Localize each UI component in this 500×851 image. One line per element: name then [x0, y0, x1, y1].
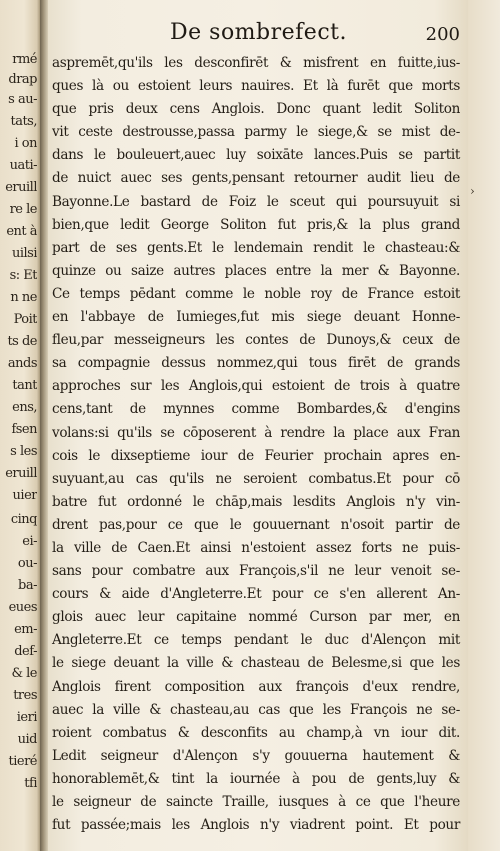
- text-line: drent pas,pour ce que le gouuernant n'osoit partir de: [52, 516, 460, 533]
- facing-fragment: re le: [9, 202, 37, 217]
- text-line: approches sur les Anglois,qui estoient de trois à quatre: [52, 378, 460, 395]
- facing-fragment: ent à: [6, 224, 37, 239]
- facing-fragment: Poit: [13, 312, 37, 327]
- facing-fragment: ieri: [16, 710, 37, 725]
- text-line: volans:si qu'ils se cōposerent à rendre la place aux Fran: [52, 424, 460, 441]
- text-line: le seigneur de saincte Traille, iusques à ce que l'heure: [52, 794, 460, 810]
- text-line: en l'abbaye de Iumieges,fut mis siege deuant Honne-: [52, 309, 460, 326]
- text-line: de nuict auec ses gents,pensant retourner audit lieu de: [52, 170, 460, 187]
- text-line: quinze ou saize autres places entre la mer & Bayonne.: [52, 262, 460, 279]
- body-text: [52, 52, 460, 837]
- facing-fragment: tant: [12, 378, 37, 393]
- facing-fragment: tats,: [10, 114, 37, 129]
- text-line: que pris deux cens Anglois. Donc quant ledit Soliton: [52, 101, 460, 118]
- text-line: sans pour combatre aux François,s'il ne leur venoit se-: [52, 563, 460, 580]
- text-line: le siege deuant la ville & chasteau de Belesme,si que les: [52, 655, 460, 672]
- facing-fragment: tieré: [8, 754, 37, 769]
- facing-fragment: i on: [14, 136, 37, 151]
- facing-fragment: eruill: [5, 466, 37, 481]
- page-header: [60, 20, 460, 50]
- facing-fragment: cinq: [10, 512, 37, 527]
- facing-fragment: rmé: [12, 52, 37, 67]
- facing-fragment: s: Et: [9, 268, 37, 283]
- running-title: De sombrefect.: [170, 20, 347, 45]
- facing-page-fragment: [0, 0, 40, 851]
- facing-fragment: def-: [14, 644, 37, 659]
- text-line: cens,tant de mynnes comme Bombardes,& d'engins: [52, 401, 460, 418]
- page-number: 200: [425, 24, 460, 45]
- facing-fragment: tfi: [24, 776, 37, 791]
- text-line: fleu,par messeigneurs les contes de Dunoys,& ceux de: [52, 332, 460, 349]
- text-line: cois le dixseptieme iour de Feurier prochain apres en-: [52, 447, 460, 464]
- text-line: dans le bouleuert,auec luy soixāte lances.Puis se partit: [52, 147, 460, 164]
- text-line: part de ses gents.Et le lendemain rendit le chasteau:&: [52, 239, 460, 256]
- text-line: roient combatus & desconfits au champ,à vn iour dit.: [52, 724, 460, 741]
- text-line: aspremēt,qu'ils les desconfirēt & misfrent en fuitte,ius-: [52, 55, 460, 71]
- facing-fragment: ba-: [18, 578, 37, 593]
- facing-fragment: ou-: [17, 556, 37, 571]
- facing-fragment: tres: [13, 688, 37, 703]
- facing-fragment: uilsi: [11, 246, 37, 261]
- text-line: sa compagnie dessus nommez,qui tous firēt de grands: [52, 355, 460, 372]
- text-line: batre fut ordonné le chāp,mais lesdits Anglois n'y vin-: [52, 493, 460, 510]
- text-line: auec la ville & chasteau,au cas que les François ne se-: [52, 701, 460, 718]
- facing-fragment: s au-: [8, 92, 37, 107]
- right-margin: [468, 0, 500, 851]
- text-line: suyuant,au cas qu'ils ne seroient combatus.Et pour cō: [52, 470, 460, 487]
- facing-fragment: eues: [8, 600, 37, 615]
- text-line: Bayonne.Le bastard de Foiz le sceut qui poursuyuit si: [52, 193, 460, 210]
- facing-fragment: ei-: [22, 534, 37, 549]
- text-line: Anglois firent composition aux françois d'eux rendre,: [52, 678, 460, 695]
- text-line: ques là ou estoient leurs nauires. Et là furēt que morts: [52, 78, 460, 95]
- text-line: vit ceste destrousse,passa parmy le siege,& se mist de-: [52, 124, 460, 141]
- facing-fragment: n ne: [10, 290, 37, 305]
- text-line: glois auec leur capitaine nommé Curson par mer, en: [52, 609, 460, 626]
- text-line: bien,que ledit George Soliton fut pris,& la plus grand: [52, 216, 460, 233]
- facing-fragment: & le: [11, 666, 37, 681]
- text-line: Ledit seigneur d'Alençon s'y gouuerna hautement &: [52, 747, 460, 764]
- facing-fragment: uati-: [9, 158, 37, 173]
- facing-fragment: drap: [8, 72, 37, 87]
- facing-fragment: eruill: [5, 180, 37, 195]
- facing-fragment: s les: [10, 444, 37, 459]
- text-line: cours & aide d'Angleterre.Et pour ce s'en allerent An-: [52, 586, 460, 603]
- text-line: honorablemēt,& tint la iournée à pou de gents,luy &: [52, 770, 460, 787]
- facing-fragment: ens,: [12, 400, 37, 415]
- text-line: Angleterre.Et ce temps pendant le duc d'Alençon mit: [52, 632, 460, 649]
- text-line: Ce temps pēdant comme le noble roy de France estoit: [52, 285, 460, 302]
- facing-fragment: uier: [12, 488, 37, 503]
- facing-fragment: ands: [7, 356, 37, 371]
- facing-fragment: fsen: [11, 422, 37, 437]
- margin-mark: ›: [470, 184, 475, 198]
- facing-fragment: uid: [17, 732, 37, 747]
- facing-fragment: em-: [14, 622, 37, 637]
- text-line: la ville de Caen.Et ainsi n'estoient assez forts ne puis-: [52, 539, 460, 556]
- facing-fragment: ts de: [7, 334, 37, 349]
- text-line: fut passée;mais les Anglois n'y viadrent point. Et pour: [52, 817, 460, 834]
- book-gutter: [40, 0, 48, 851]
